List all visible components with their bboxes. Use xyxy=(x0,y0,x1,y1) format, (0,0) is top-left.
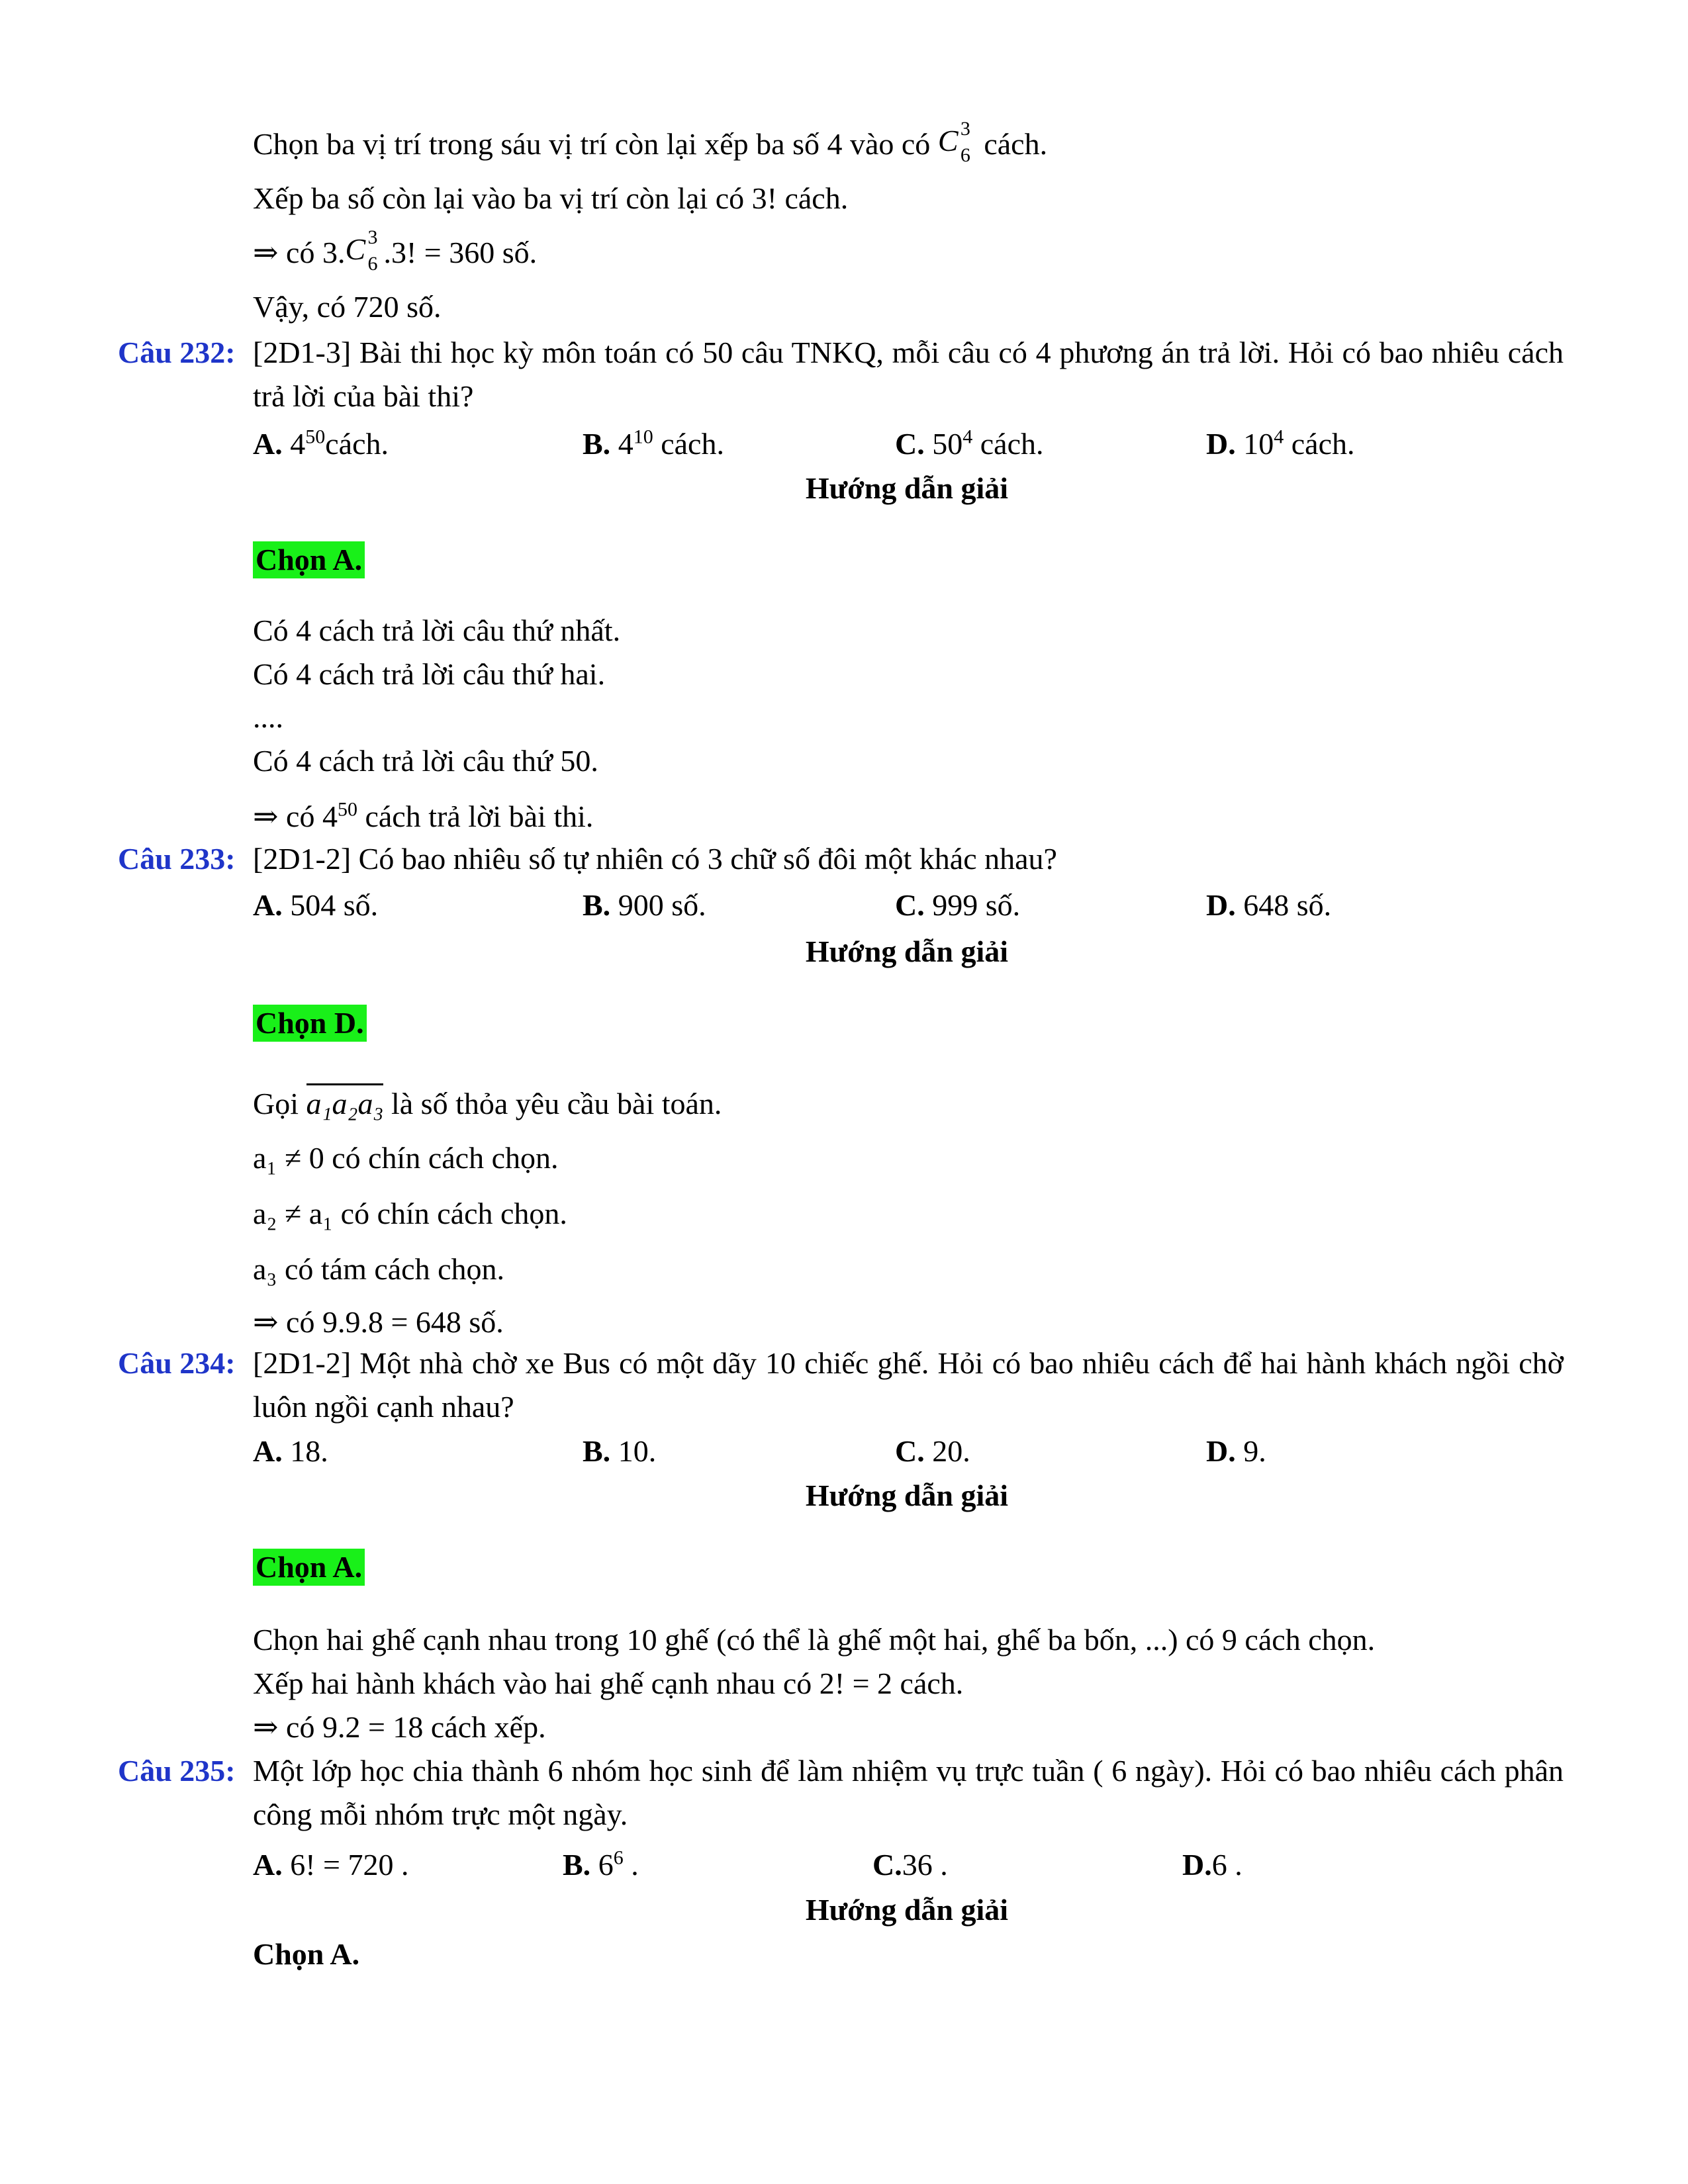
q234-option-d: D. 9. xyxy=(1206,1434,1266,1468)
q232-solution-1: Có 4 cách trả lời câu thứ nhất. xyxy=(253,614,621,647)
question-234-label: Câu 234: xyxy=(118,1346,236,1380)
q235-guide-heading: Hướng dẫn giải xyxy=(805,1893,1009,1927)
q232-option-d: D. $10^4$ cách. xyxy=(1206,426,1355,461)
intro-line-1-tail: cách. xyxy=(984,127,1048,161)
intro-line-1 xyxy=(253,118,1048,166)
q234-answer: Chọn A. xyxy=(253,1549,365,1586)
q235-option-b: B. $6^6$ . xyxy=(563,1846,639,1882)
intro-line-1-text: Chọn ba vị trí trong sáu vị trí còn lại xếp ba số 4 vào có xyxy=(253,127,931,161)
q232-solution-2: Có 4 cách trả lời câu thứ hai. xyxy=(253,657,606,691)
q234-solution-3: ⇒ có 9.2 = 18 cách xếp. xyxy=(253,1710,546,1744)
q233-solution-3: a₂ ≠ a₁ có chín cách chọn. xyxy=(253,1197,567,1230)
question-234-text: [2D1-2] Một nhà chờ xe Bus có một dãy 10 chiếc ghế. Hỏi có bao nhiêu cách để hai hành khách ngồi chờ luôn ngồi cạnh nhau? xyxy=(253,1346,1564,1424)
q233-guide-heading: Hướng dẫn giải xyxy=(805,934,1009,968)
q235-option-c: C.36 . xyxy=(872,1848,948,1882)
question-235-label: Câu 235: xyxy=(118,1754,236,1788)
q233-option-d: D. 648 số. xyxy=(1206,888,1332,922)
q235-option-d: D.6 . xyxy=(1182,1848,1243,1882)
q234-solution-1: Chọn hai ghế cạnh nhau trong 10 ghế (có thể là ghế một hai, ghế ba bốn, ...) có 9 cách chọn. xyxy=(253,1623,1376,1657)
q233-solution-4: a₃ có tám cách chọn. xyxy=(253,1252,505,1286)
q233-option-c: C. 999 số. xyxy=(895,888,1021,922)
q232-solution-5: ⇒ có $4^{50}$ cách trả lời bài thi. xyxy=(253,798,594,833)
q232-option-a: A. $4^{50}cách$. xyxy=(253,426,389,461)
q232-solution-3: .... xyxy=(253,700,283,734)
intro-line-3-text: ⇒ có 3. xyxy=(253,236,346,269)
q233-answer: Chọn D. xyxy=(253,1005,367,1042)
q234-solution-2: Xếp hai hành khách vào hai ghế cạnh nhau có 2! = 2 cách. xyxy=(253,1666,964,1700)
q234-option-c: C. 20. xyxy=(895,1434,970,1468)
q234-option-a: A. 18. xyxy=(253,1434,328,1468)
question-232-text: [2D1-3] Bài thi học kỳ môn toán có 50 câu TNKQ, mỗi câu có 4 phương án trả lời. Hỏi có bao nhiêu cách trả lời của bài thi? xyxy=(253,336,1564,413)
q235-answer: Chọn A. xyxy=(253,1937,360,1971)
intro-line-3 xyxy=(253,226,538,275)
q233-solution-1: Gọi a₁a₂a₃ là số thỏa yêu cầu bài toán. xyxy=(253,1085,722,1122)
intro-line-2: Xếp ba số còn lại vào ba vị trí còn lại có 3! cách. xyxy=(253,181,849,215)
q234-option-b: B. 10. xyxy=(583,1434,657,1468)
combination-c63: C 3 6 xyxy=(937,118,970,166)
question-233-text: [2D1-2] Có bao nhiêu số tự nhiên có 3 chữ số đôi một khác nhau? xyxy=(253,842,1057,876)
q232-solution-4: Có 4 cách trả lời câu thứ 50. xyxy=(253,744,598,778)
q233-option-b: B. 900 số. xyxy=(583,888,706,922)
q233-solution-2: a₁ ≠ 0 có chín cách chọn. xyxy=(253,1141,559,1175)
q232-option-b: B. $4^{10}$ cách. xyxy=(583,426,724,461)
question-232-label: Câu 232: xyxy=(118,336,236,369)
number-overline: a₁a₂a₃ xyxy=(306,1083,384,1120)
q233-solution-5: ⇒ có 9.9.8 = 648 số. xyxy=(253,1305,504,1339)
intro-line-4: Vậy, có 720 số. xyxy=(253,290,442,324)
combination-c63: C 3 6 xyxy=(345,226,378,275)
q232-guide-heading: Hướng dẫn giải xyxy=(805,471,1009,505)
q234-guide-heading: Hướng dẫn giải xyxy=(805,1479,1009,1512)
q235-option-a: A. 6! = 720 . xyxy=(253,1848,409,1882)
question-235-text: Một lớp học chia thành 6 nhóm học sinh để làm nhiệm vụ trực tuần ( 6 ngày). Hỏi có bao nhiêu cách phân công mỗi nhóm trực một ngày. xyxy=(253,1754,1564,1831)
intro-line-3-tail: .3! = 360 số. xyxy=(383,236,538,269)
q232-answer: Chọn A. xyxy=(253,541,365,578)
q233-option-a: A. 504 số. xyxy=(253,888,379,922)
q232-option-c: C. $50^4$ cách. xyxy=(895,426,1044,461)
question-233-label: Câu 233: xyxy=(118,842,236,876)
